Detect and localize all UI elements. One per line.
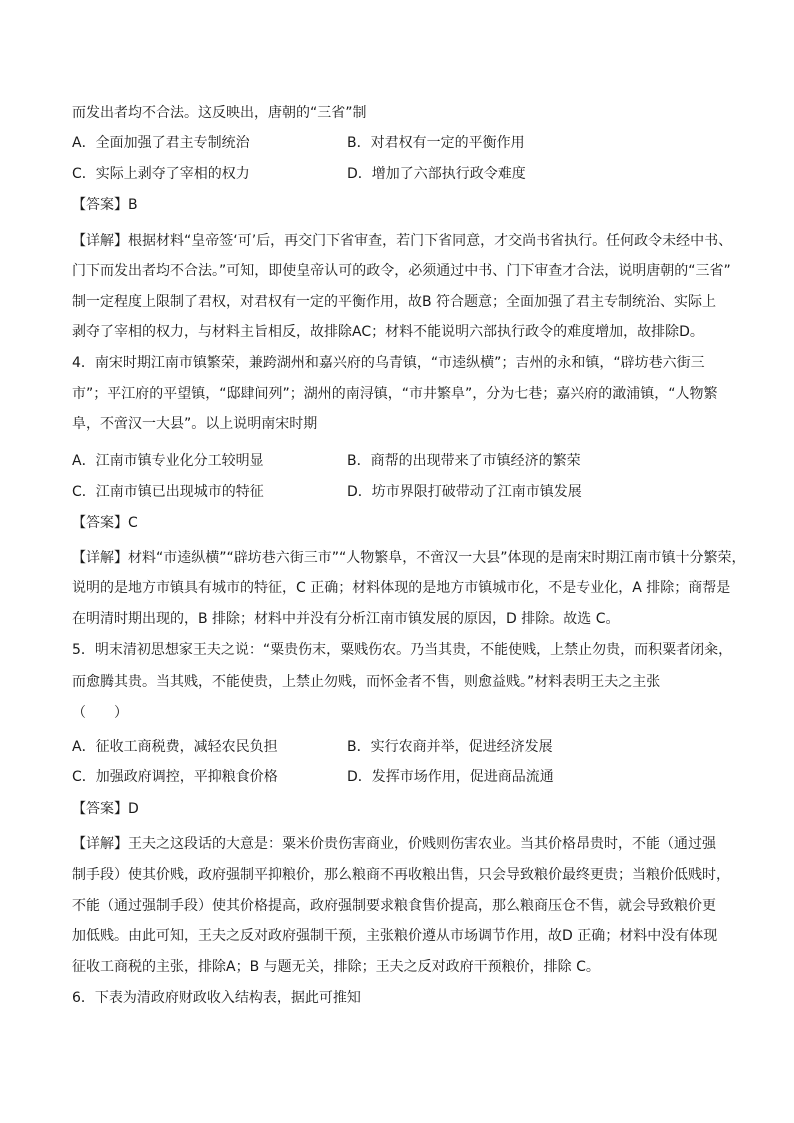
q5-analysis-line: 不能（通过强制手段）使其价格提高，政府强制要求粮食售价提高，那么粮商压仓不售，就会导致粮价更	[72, 898, 716, 914]
q4-option-a: A．江南市镇专业化分工较明显	[72, 453, 264, 469]
q5-analysis-line: 加低贱。由此可知，王夫之反对政府强制干预，主张粮价遵从市场调节作用，故D 正确；材料中没有体现	[72, 928, 718, 944]
q3-option-b: B．对君权有一定的平衡作用	[347, 135, 525, 151]
q5-stem-line: 5．明末清初思想家王夫之说：“粟贵伤末，粟贱伤农。乃当其贵，不能使贱，上禁止勿贵，而积粟者闭籴，	[72, 642, 733, 658]
q4-option-c: C．江南市镇已出现城市的特征	[72, 484, 264, 500]
q3-option-d: D．增加了六部执行政令难度	[347, 166, 526, 182]
q5-option-d: D．发挥市场作用，促进商品流通	[347, 769, 554, 785]
q5-answer: 【答案】D	[72, 801, 139, 817]
q5-analysis-line: 【详解】王夫之这段话的大意是：粟米价贵伤害商业，价贱则伤害农业。当其价格昂贵时，不能（通过强	[72, 836, 716, 852]
q3-stem-tail: 而发出者均不合法。这反映出，唐朝的“三省”制	[72, 105, 367, 121]
q4-analysis-line: 在明清时期出现的，B 排除；材料中并没有分析江南市镇发展的原因，D 排除。故选 C。	[72, 611, 620, 627]
q4-analysis-line: 【详解】材料“市逵纵横”“辟坊巷六街三市”“人物繁阜，不啻汉一大县”体现的是南宋时期江南市镇十分繁荣，	[72, 550, 746, 566]
q5-stem-line: 而愈腾其贵。当其贱，不能使贵，上禁止勿贱，而怀金者不售，则愈益贱。”材料表明王夫之主张	[72, 674, 661, 690]
q5-option-b: B．实行农商并举，促进经济发展	[347, 739, 553, 755]
q4-stem-line: 阜，不啻汉一大县”。以上说明南宋时期	[72, 416, 318, 432]
q5-analysis-line: 征收工商税的主张，排除A；B 与题无关，排除；王夫之反对政府干预粮价，排除 C。	[72, 959, 600, 975]
q3-option-a: A．全面加强了君主专制统治	[72, 135, 250, 151]
q6-stem: 6．下表为清政府财政收入结构表，据此可推知	[72, 990, 361, 1006]
q4-analysis-line: 说明的是地方市镇具有城市的特征，C 正确；材料体现的是地方市镇城市化，不是专业化，A 排除；商帮是	[72, 580, 731, 596]
q5-analysis-line: 制手段）使其价贱，政府强制平抑粮价，那么粮商不再收粮出售，只会导致粮价最终更贵；当粮价低贱时，	[72, 867, 730, 883]
q4-stem-line: 市”；平江府的平望镇，“邸肆间列”；湖州的南浔镇，“市井繁阜”，分为七巷；嘉兴府的澉浦镇，“人物繁	[72, 386, 718, 402]
q3-analysis-line: 门下而发出者均不合法。”可知，即使皇帝认可的政令，必须通过中书、门下审查才合法，说明唐朝的“三省”	[72, 263, 731, 279]
q4-answer: 【答案】C	[72, 515, 138, 531]
q3-option-c: C．实际上剥夺了宰相的权力	[72, 166, 250, 182]
q3-answer: 【答案】B	[72, 197, 138, 213]
q3-analysis-line: 【详解】根据材料“皇帝签‘可’后，再交门下省审查，若门下省同意，才交尚书省执行。任何政令未经中书、	[72, 233, 733, 249]
q4-option-d: D．坊市界限打破带动了江南市镇发展	[347, 484, 582, 500]
q3-analysis-line: 剥夺了宰相的权力，与材料主旨相反，故排除AC；材料不能说明六部执行政令的难度增加，故排除D。	[72, 324, 704, 340]
q5-option-c: C．加强政府调控，平抑粮食价格	[72, 769, 278, 785]
q3-analysis-line: 制一定程度上限制了君权，对君权有一定的平衡作用，故B 符合题意；全面加强了君主专制统治、实际上	[72, 294, 717, 310]
q5-option-a: A．征收工商税费，减轻农民负担	[72, 739, 278, 755]
q5-stem-line: （ ）	[72, 705, 128, 721]
q4-stem-line: 4．南宋时期江南市镇繁荣，兼跨湖州和嘉兴府的乌青镇，“市逵纵横”；吉州的永和镇，“辟坊巷六街三	[72, 355, 705, 371]
q4-option-b: B．商帮的出现带来了市镇经济的繁荣	[347, 453, 581, 469]
